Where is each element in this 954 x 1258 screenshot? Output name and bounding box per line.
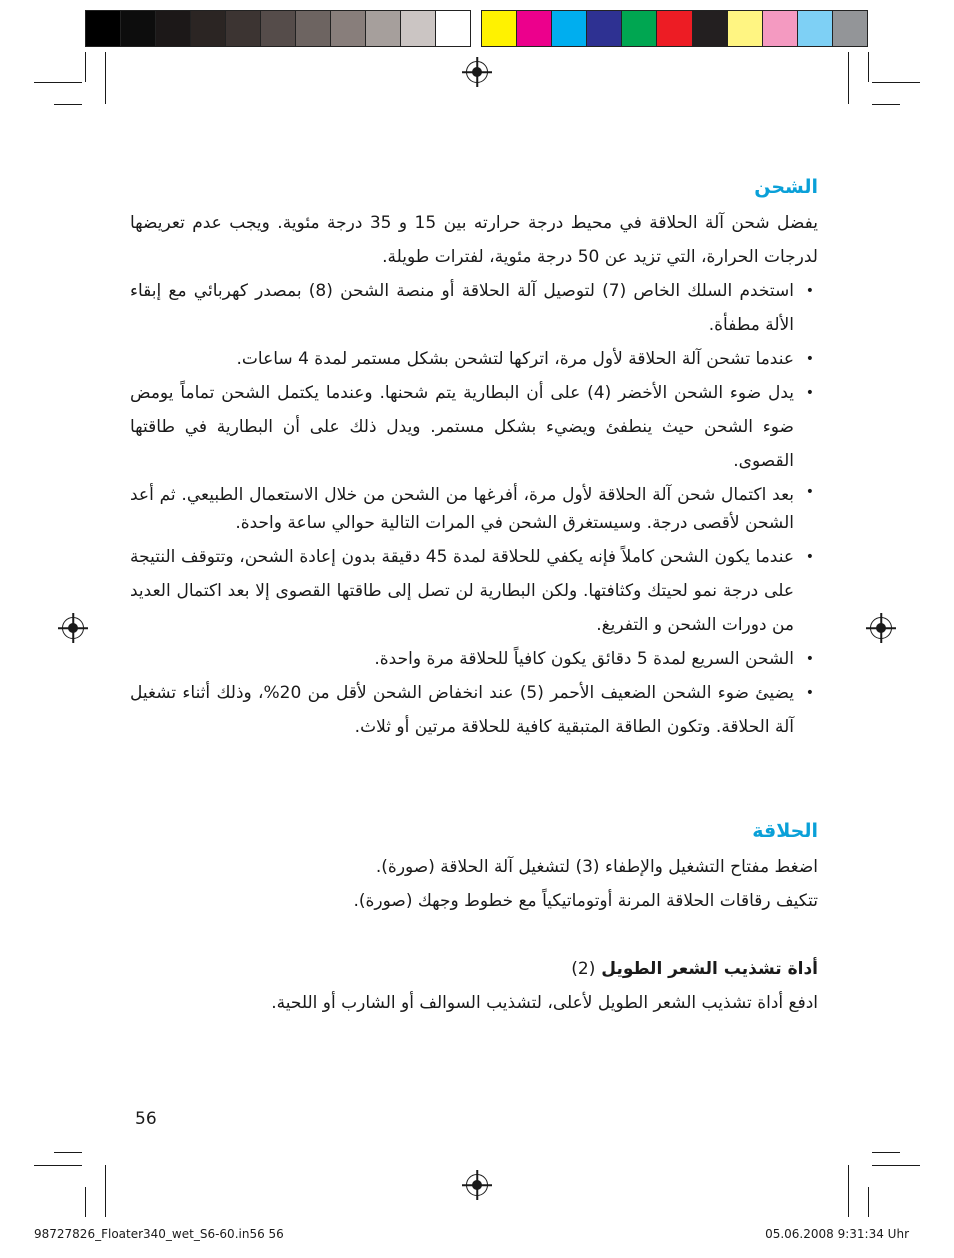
color-swatch-6 (657, 11, 692, 46)
section-title-charging: الشحن (754, 176, 818, 198)
trimmer-subtitle-text: أداة تشذيب الشعر الطويل (601, 959, 818, 979)
color-swatch-1 (482, 11, 517, 46)
gray-swatch-8 (331, 11, 366, 46)
list-item: • بعد اكتمال شحن آلة الحلاقة لأول مرة، أفرغها من الشحن من خلال الاستعمال الطبيعي. ثم أعد الشحن لأقصى درجة. وسيستغرق الشحن في المرات التالية حوالي ساعة واحدة. (130, 478, 818, 540)
process-color-bar (481, 10, 868, 47)
registration-mark-bottom (466, 1174, 488, 1196)
color-swatch-3 (552, 11, 587, 46)
color-swatch-7 (693, 11, 728, 46)
page-content (130, 170, 818, 1020)
registration-mark-left (62, 617, 84, 639)
color-swatch-11 (833, 11, 867, 46)
trimmer-instruction: ادفع أداة تشذيب الشعر الطويل لأعلى، لتشذيب السوالف أو الشارب أو اللحية. (271, 993, 818, 1013)
color-swatch-8 (728, 11, 763, 46)
list-item: • عندما يكون الشحن كاملاً فإنه يكفي للحلاقة لمدة 45 دقيقة بدون إعادة الشحن، وتتوقف النتيجة على درجة نمو لحيتك وكثافتها. ولكن البطارية لن تصل إلى طاقتها القصوى إلا بعد اكتمال العديد من دورات الشحن و التفريغ. (130, 540, 818, 642)
charging-intro: يفضل شحن آلة الحلاقة في محيط درجة حرارته بين 15 و 35 درجة مئوية. ويجب عدم تعريضها لدرجات الحرارة، التي تزيد عن 50 درجة مئوية، لفترات طويلة. (130, 213, 818, 267)
gray-swatch-3 (156, 11, 191, 46)
gray-swatch-9 (366, 11, 401, 46)
color-swatch-10 (798, 11, 833, 46)
list-item: • يدل ضوء الشحن الأخضر (4) على أن البطارية يتم شحنها. وعندما يكتمل الشحن تماماً يومض ضوء الشحن حيث ينطفئ ويضيء بشكل مستمر. ويدل ذلك على أن البطارية في طاقتها القصوى. (130, 376, 818, 478)
trimmer-subtitle (130, 952, 818, 986)
gray-swatch-5 (226, 11, 261, 46)
gray-swatch-11 (436, 11, 470, 46)
gray-swatch-2 (121, 11, 156, 46)
list-item: • استخدم السلك الخاص (7) لتوصيل آلة الحلاقة أو منصة الشحن (8) بمصدر كهربائي مع إبقاء الألة مطفأة. (130, 274, 818, 342)
color-swatch-2 (517, 11, 552, 46)
list-item: • يضيئ ضوء الشحن الضعيف الأحمر (5) عند انخفاض الشحن لأقل من 20%، وذلك أثناء تشغيل آلة الحلاقة. وتكون الطاقة المتبقية كافية للحلاقة مرتين أو ثلاث. (130, 676, 818, 744)
shaving-line-1: اضغط مفتاح التشغيل والإطفاء (3) لتشغيل آلة الحلاقة (صورة). (375, 857, 818, 877)
registration-mark-top (466, 61, 488, 83)
section-title-shaving: الحلاقة (752, 820, 818, 842)
gray-swatch-6 (261, 11, 296, 46)
color-swatch-9 (763, 11, 798, 46)
gray-swatch-10 (401, 11, 436, 46)
gray-swatch-1 (86, 11, 121, 46)
grayscale-color-bar (85, 10, 471, 47)
page-number: 56 (135, 1109, 157, 1129)
trimmer-subtitle-number: (2) (571, 959, 596, 979)
charging-bullet-list (130, 274, 818, 744)
shaving-line-2: تتكيف رقاقات الحلاقة المرنة أوتوماتيكياً مع خطوط وجهك (صورة). (353, 891, 818, 911)
registration-mark-right (870, 617, 892, 639)
list-item: • الشحن السريع لمدة 5 دقائق يكون كافياً للحلاقة مرة واحدة. (130, 642, 818, 676)
footer-filename: 98727826_Floater340_wet_S6-60.in56 56 (34, 1227, 284, 1241)
footer-timestamp: 05.06.2008 9:31:34 Uhr (765, 1227, 909, 1241)
gray-swatch-7 (296, 11, 331, 46)
gray-swatch-4 (191, 11, 226, 46)
list-item: • عندما تشحن آلة الحلاقة لأول مرة، اتركها لتشحن بشكل مستمر لمدة 4 ساعات. (130, 342, 818, 376)
color-swatch-4 (587, 11, 622, 46)
color-swatch-5 (622, 11, 657, 46)
